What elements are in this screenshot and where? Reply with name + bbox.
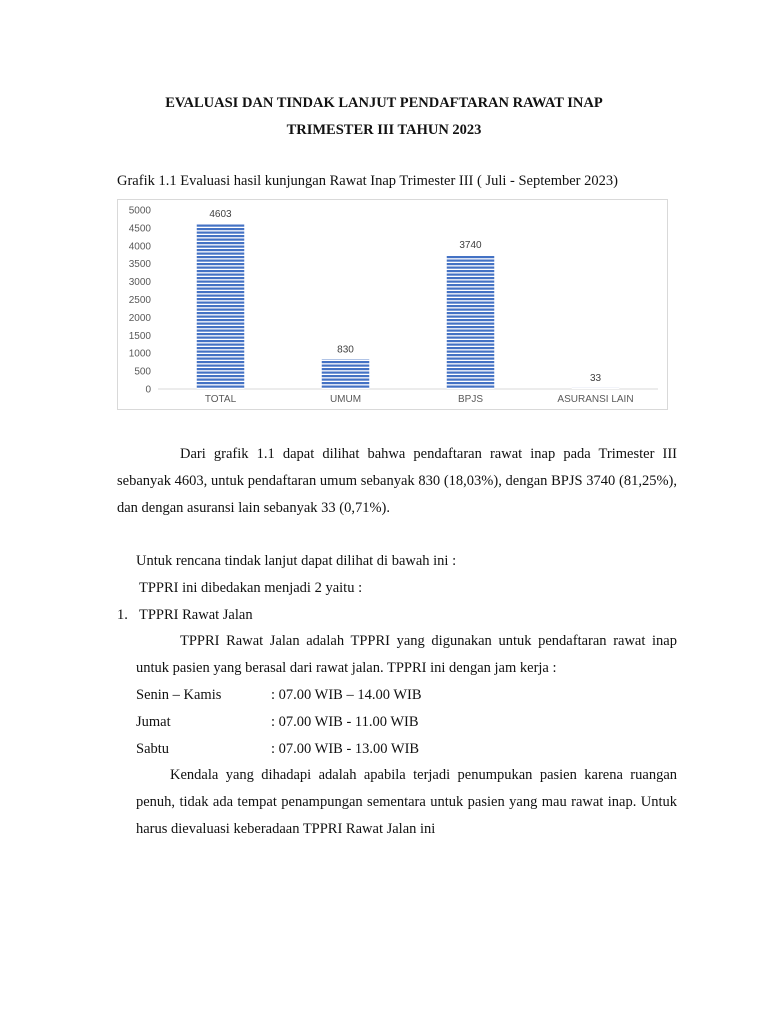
schedule-hours: : 07.00 WIB - 13.00 WIB [271,741,420,757]
y-tick-label: 3000 [128,277,151,289]
schedule-day: Senin – Kamis [136,687,222,703]
bar-chart [117,199,668,410]
y-tick-label: 500 [134,366,151,378]
schedule-hours: : 07.00 WIB - 11.00 WIB [271,714,419,730]
x-category-label: UMUM [329,394,362,405]
y-tick-label: 4500 [128,223,151,235]
y-tick-label: 0 [145,384,151,396]
y-tick-label: 2500 [128,295,151,306]
x-category-label: BPJS [457,394,484,405]
y-tick-label: 5000 [128,205,151,217]
bar-chart-svg [118,200,667,409]
chart-caption: Grafik 1.1 Evaluasi hasil kunjungan Rawat Inap Trimester III ( Juli - September 2023) [117,173,618,189]
data-label: 33 [589,372,602,384]
y-tick-label: 4000 [128,241,151,253]
schedule-day: Jumat [136,714,171,730]
y-tick-label: 3500 [128,259,151,271]
paragraph-summary: Dari grafik 1.1 dapat dilihat bahwa pendaftaran rawat inap pada Trimester III sebanyak 4603, untuk pendaftaran umum sebanyak 830 (18,03%), dengan BPJS 3740 (81,25%), dan dengan asuransi lain sebanyak 33 (0,71%). [117,446,677,516]
x-category-label: ASURANSI LAIN [557,394,634,405]
data-label: 830 [337,344,354,356]
document-title-line2: TRIMESTER III TAHUN 2023 [286,122,482,138]
list-item-number: 1. [117,607,128,623]
bar-asuransi-lain [572,388,620,389]
schedule-day: Sabtu [136,741,170,757]
bar-bpjs [447,255,495,389]
followup-intro: Untuk rencana tindak lanjut dapat dilihat di bawah ini : [136,553,457,569]
list-item-title: TPPRI Rawat Jalan [139,607,253,623]
bar-total [197,224,245,389]
document-title-line1: EVALUASI DAN TINDAK LANJUT PENDAFTARAN RAWAT INAP [165,95,603,111]
x-category-label: TOTAL [204,394,237,405]
paragraph-constraints: Kendala yang dihadapi adalah apabila terjadi penumpukan pasien karena ruangan penuh, tidak ada tempat penampungan sementara untuk pasien yang mau rawat inap. Untuk harus dievaluasi keberadaan TPPRI Rawat Jalan ini [136,767,677,837]
y-tick-label: 1000 [128,348,151,360]
y-tick-label: 1500 [128,330,151,342]
data-label: 3740 [459,240,482,252]
tppri-split-text: TPPRI ini dibedakan menjadi 2 yaitu : [139,580,363,596]
bar-umum [322,359,370,389]
y-tick-label: 2000 [128,312,151,324]
data-label: 4603 [209,209,232,221]
schedule-hours: : 07.00 WIB – 14.00 WIB [271,687,422,703]
paragraph-tppri-definition: TPPRI Rawat Jalan adalah TPPRI yang digunakan untuk pendaftaran rawat inap untuk pasien yang berasal dari rawat jalan. TPPRI ini dengan jam kerja : [136,633,677,676]
